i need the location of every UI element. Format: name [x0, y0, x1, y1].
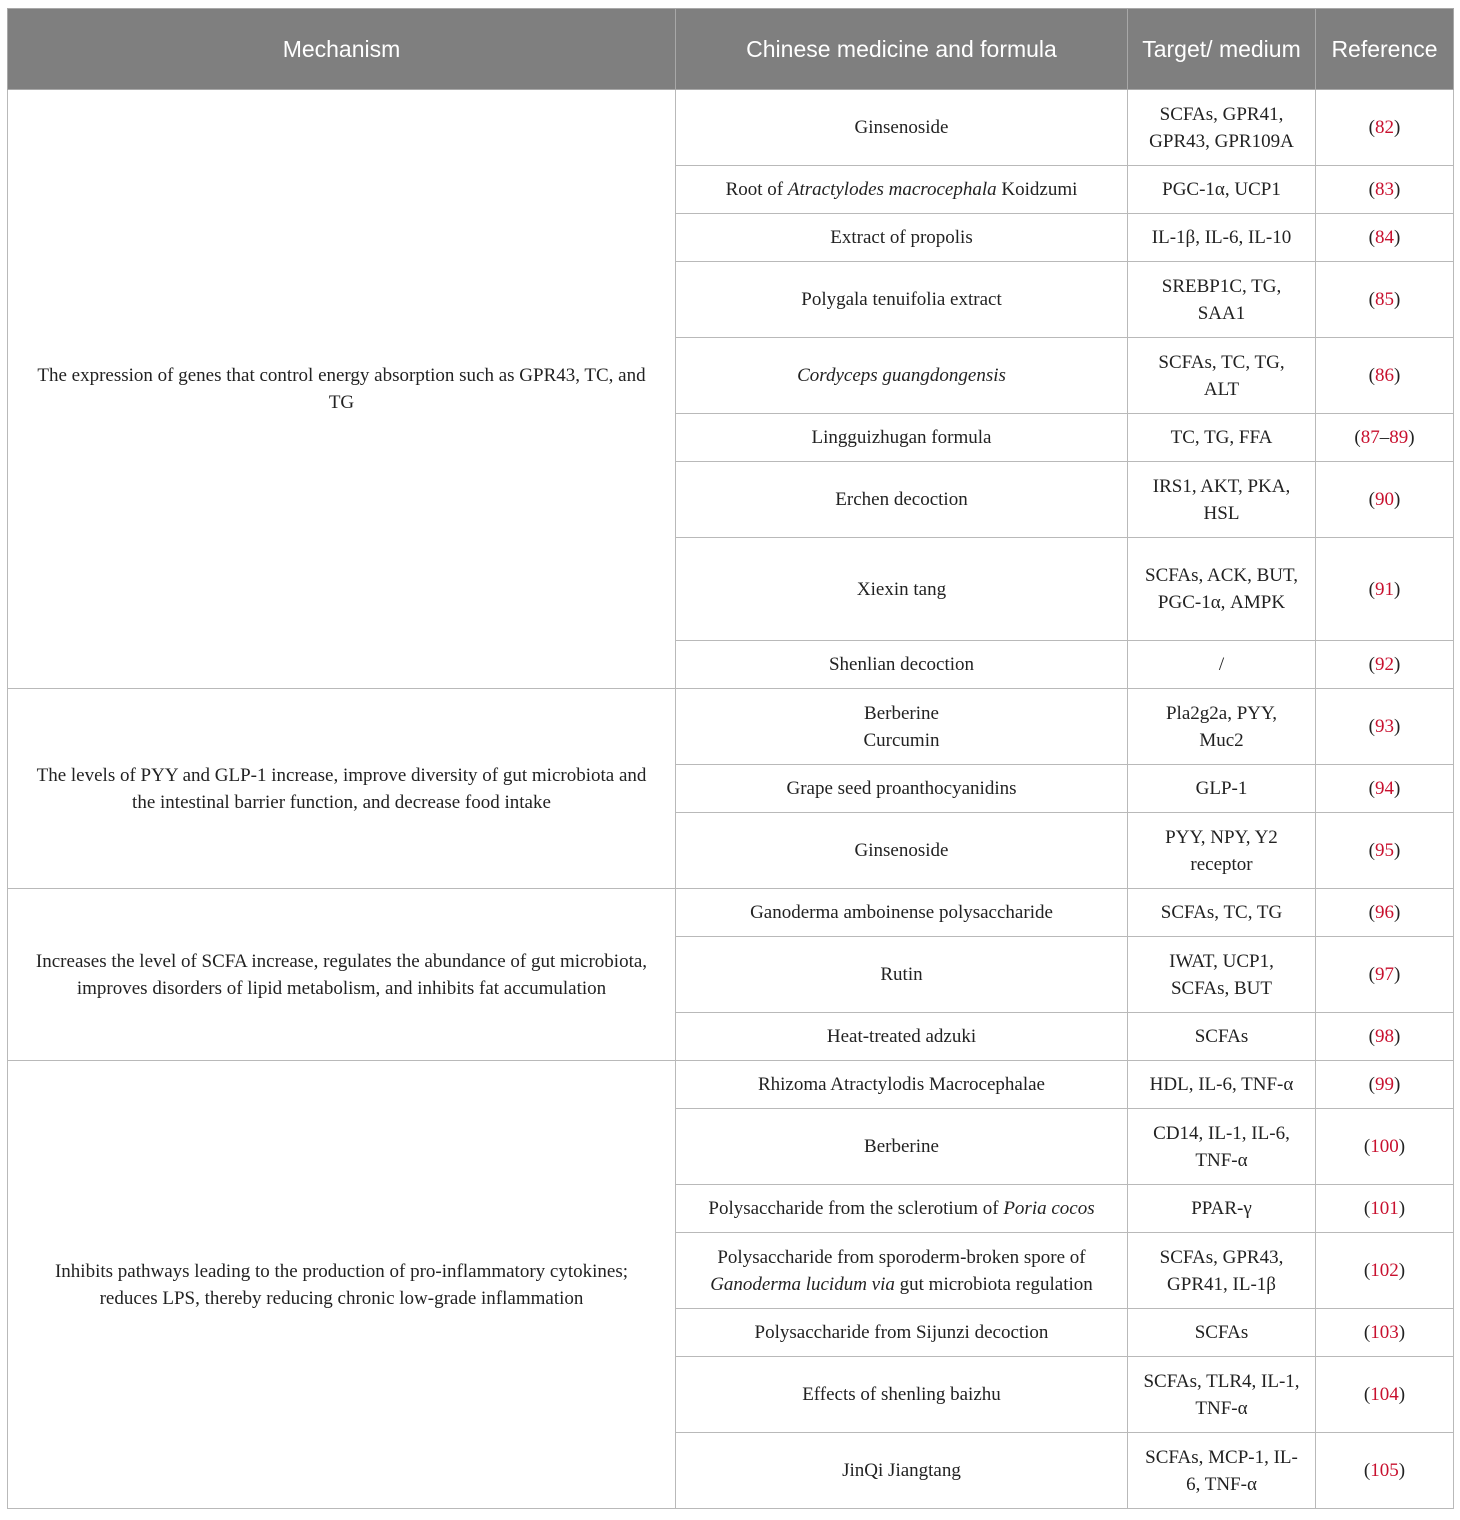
reference-link[interactable]: 104	[1370, 1384, 1399, 1405]
medicine-cell: Ginsenoside	[676, 813, 1128, 889]
medicine-cell: Extract of propolis	[676, 214, 1128, 262]
reference-cell: (96)	[1316, 889, 1454, 937]
medicine-cell: Heat-treated adzuki	[676, 1013, 1128, 1061]
reference-link[interactable]: 97	[1375, 964, 1394, 985]
table-row	[8, 90, 1454, 166]
medicine-cell: Xiexin tang	[676, 538, 1128, 641]
reference-link[interactable]: 91	[1375, 578, 1394, 600]
mechanism-cell: The expression of genes that control energy absorption such as GPR43, TC, and TG	[8, 90, 676, 689]
target-cell: HDL, IL-6, TNF-α	[1128, 1061, 1316, 1109]
reference-link[interactable]: 84	[1375, 227, 1394, 248]
reference-cell: (98)	[1316, 1013, 1454, 1061]
target-cell: GLP-1	[1128, 765, 1316, 813]
reference-cell: (90)	[1316, 462, 1454, 538]
mechanism-cell: Inhibits pathways leading to the production of pro-inflammatory cytokines; reduces LPS, thereby reducing chronic low-grade inflammation	[8, 1061, 676, 1509]
reference-cell: (101)	[1316, 1185, 1454, 1233]
header-mechanism: Mechanism	[8, 9, 676, 90]
reference-cell: (92)	[1316, 641, 1454, 689]
medicine-cell: Grape seed proanthocyanidins	[676, 765, 1128, 813]
reference-link[interactable]: 87	[1360, 427, 1380, 448]
target-cell: IWAT, UCP1, SCFAs, BUT	[1128, 937, 1316, 1013]
reference-link[interactable]: 85	[1375, 289, 1394, 310]
medicine-cell: Rhizoma Atractylodis Macrocephalae	[676, 1061, 1128, 1109]
medicine-cell: Shenlian decoction	[676, 641, 1128, 689]
reference-cell: (104)	[1316, 1357, 1454, 1433]
reference-cell: (85)	[1316, 262, 1454, 338]
reference-link[interactable]: 93	[1375, 716, 1394, 737]
target-cell: IL-1β, IL-6, IL-10	[1128, 214, 1316, 262]
header-target: Target/ medium	[1128, 9, 1316, 90]
medicine-cell: Ginsenoside	[676, 90, 1128, 166]
header-medicine: Chinese medicine and formula	[676, 9, 1128, 90]
reference-cell: (87–89)	[1316, 414, 1454, 462]
reference-link[interactable]: 94	[1375, 778, 1394, 799]
medicine-cell: Root of Atractylodes macrocephala Koidzumi	[676, 166, 1128, 214]
medicine-cell: Lingguizhugan formula	[676, 414, 1128, 462]
reference-link[interactable]: 100	[1370, 1136, 1399, 1157]
target-cell: SCFAs, TLR4, IL-1, TNF-α	[1128, 1357, 1316, 1433]
medicine-cell: Effects of shenling baizhu	[676, 1357, 1128, 1433]
table-row	[8, 889, 1454, 937]
target-cell: IRS1, AKT, PKA, HSL	[1128, 462, 1316, 538]
reference-link[interactable]: 96	[1375, 902, 1394, 923]
target-cell: PYY, NPY, Y2 receptor	[1128, 813, 1316, 889]
reference-cell: (103)	[1316, 1309, 1454, 1357]
medicine-cell: Berberine Curcumin	[676, 689, 1128, 765]
reference-cell: (100)	[1316, 1109, 1454, 1185]
reference-cell: (91)	[1316, 538, 1454, 641]
reference-link[interactable]: 95	[1375, 840, 1394, 861]
reference-cell: (86)	[1316, 338, 1454, 414]
target-cell: TC, TG, FFA	[1128, 414, 1316, 462]
target-cell: PGC-1α, UCP1	[1128, 166, 1316, 214]
table-row	[8, 689, 1454, 765]
reference-link[interactable]: 90	[1375, 489, 1394, 510]
reference-cell: (97)	[1316, 937, 1454, 1013]
target-cell: Pla2g2a, PYY, Muc2	[1128, 689, 1316, 765]
mechanism-cell: Increases the level of SCFA increase, regulates the abundance of gut microbiota, improves disorders of lipid metabolism, and inhibits fat accumulation	[8, 889, 676, 1061]
target-cell: /	[1128, 641, 1316, 689]
reference-link[interactable]: 86	[1375, 365, 1394, 386]
reference-link[interactable]: 101	[1370, 1198, 1399, 1219]
target-cell: PPAR-γ	[1128, 1185, 1316, 1233]
target-cell: SCFAs	[1128, 1013, 1316, 1061]
target-cell: SCFAs, GPR41, GPR43, GPR109A	[1128, 90, 1316, 166]
reference-link[interactable]: 105	[1370, 1460, 1399, 1481]
reference-link[interactable]: 82	[1375, 117, 1394, 138]
medicine-cell: Rutin	[676, 937, 1128, 1013]
reference-cell: (93)	[1316, 689, 1454, 765]
header-reference: Reference	[1316, 9, 1454, 90]
target-cell: SREBP1C, TG, SAA1	[1128, 262, 1316, 338]
target-cell: SCFAs, TC, TG, ALT	[1128, 338, 1316, 414]
target-cell: SCFAs, GPR43, GPR41, IL-1β	[1128, 1233, 1316, 1309]
medicine-cell: JinQi Jiangtang	[676, 1433, 1128, 1509]
medicine-cell: Erchen decoction	[676, 462, 1128, 538]
reference-link[interactable]: 89	[1389, 427, 1409, 448]
reference-link[interactable]: 102	[1370, 1260, 1399, 1281]
medicine-cell: Polysaccharide from the sclerotium of Poria cocos	[676, 1185, 1128, 1233]
reference-cell: (84)	[1316, 214, 1454, 262]
target-cell: SCFAs, MCP-1, IL-6, TNF-α	[1128, 1433, 1316, 1509]
reference-link[interactable]: 92	[1375, 654, 1394, 675]
reference-link[interactable]: 99	[1375, 1074, 1394, 1095]
reference-cell: (94)	[1316, 765, 1454, 813]
table-row	[8, 1061, 1454, 1109]
medicine-cell: Polygala tenuifolia extract	[676, 262, 1128, 338]
medicine-cell: Polysaccharide from sporoderm-broken spore of Ganoderma lucidum via gut microbiota regulation	[676, 1233, 1128, 1309]
data-table	[7, 8, 1454, 1509]
header-row	[8, 9, 1454, 90]
reference-cell: (95)	[1316, 813, 1454, 889]
target-cell: SCFAs	[1128, 1309, 1316, 1357]
reference-cell: (82)	[1316, 90, 1454, 166]
target-cell: SCFAs, TC, TG	[1128, 889, 1316, 937]
medicine-cell: Berberine	[676, 1109, 1128, 1185]
medicine-cell: Cordyceps guangdongensis	[676, 338, 1128, 414]
mechanism-cell: The levels of PYY and GLP-1 increase, improve diversity of gut microbiota and the intestinal barrier function, and decrease food intake	[8, 689, 676, 889]
reference-link[interactable]: 83	[1375, 179, 1394, 200]
reference-link[interactable]: 98	[1375, 1026, 1394, 1047]
reference-cell: (99)	[1316, 1061, 1454, 1109]
reference-cell: (83)	[1316, 166, 1454, 214]
reference-cell: (105)	[1316, 1433, 1454, 1509]
target-cell: CD14, IL-1, IL-6, TNF-α	[1128, 1109, 1316, 1185]
medicine-cell: Polysaccharide from Sijunzi decoction	[676, 1309, 1128, 1357]
reference-link[interactable]: 103	[1370, 1322, 1399, 1343]
medicine-cell: Ganoderma amboinense polysaccharide	[676, 889, 1128, 937]
reference-cell: (102)	[1316, 1233, 1454, 1309]
target-cell: SCFAs, ACK, BUT, PGC-1α, AMPK	[1128, 538, 1316, 641]
